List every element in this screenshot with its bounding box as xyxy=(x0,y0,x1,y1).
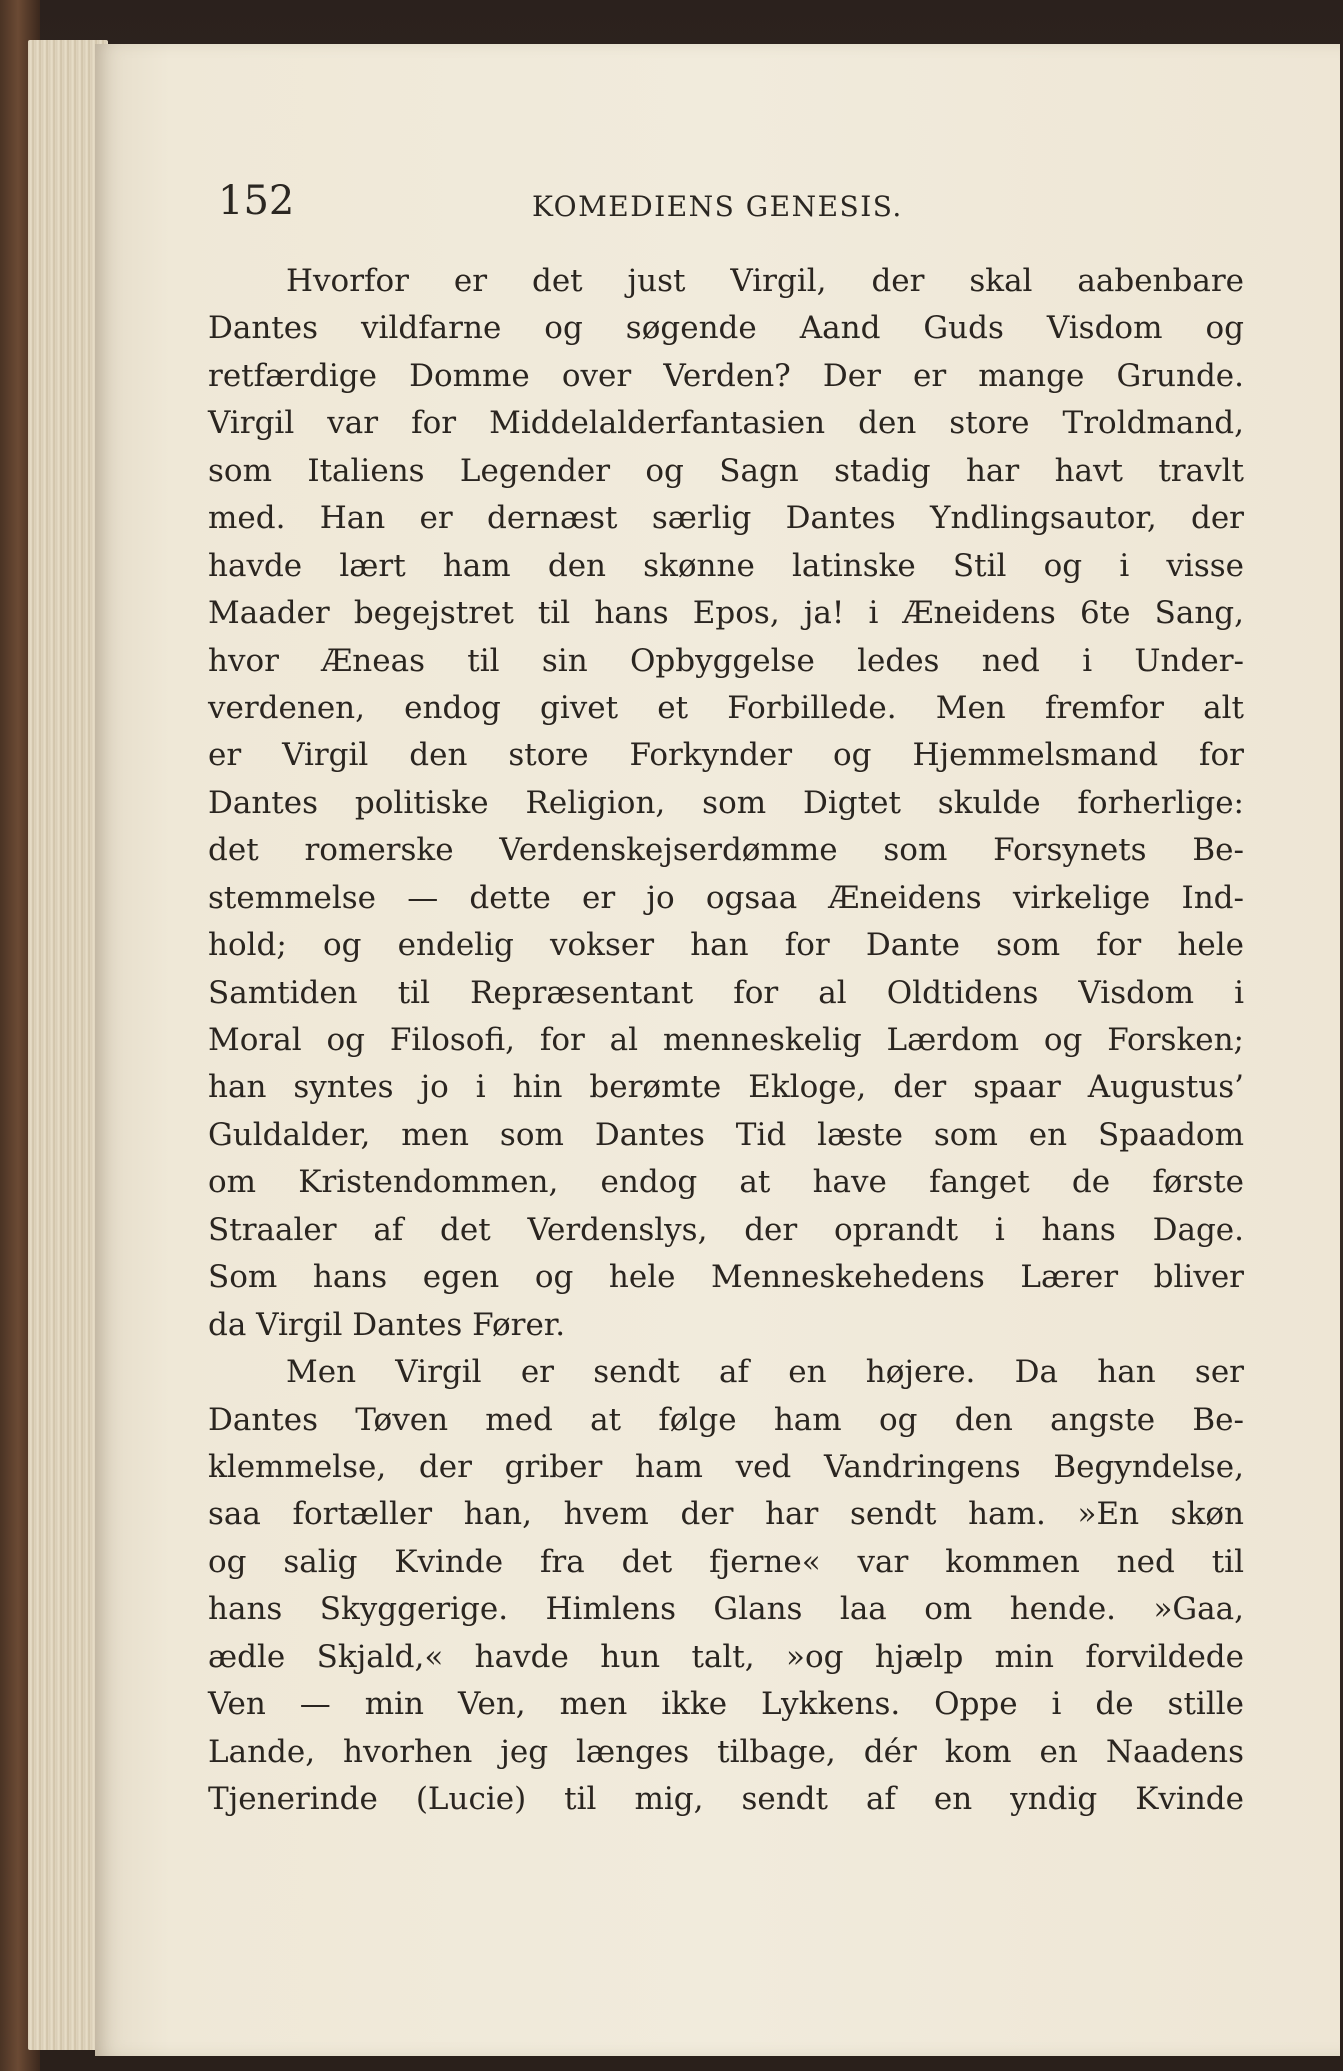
text-line: om Kristendommen, endog at have fanget de første xyxy=(208,1164,1244,1201)
text-line: havde lært ham den skønne latinske Stil og i visse xyxy=(208,547,1244,584)
text-line: Dantes politiske Religion, som Digtet skulde forherlige: xyxy=(208,784,1244,821)
text-line: Som hans egen og hele Menneskehedens Lærer bliver xyxy=(208,1259,1244,1296)
text-line: Ven — min Ven, men ikke Lykkens. Oppe i de stille xyxy=(208,1686,1244,1723)
text-line: han syntes jo i hin berømte Ekloge, der spaar Augustus’ xyxy=(208,1069,1244,1106)
text-line: Hvorfor er det just Virgil, der skal aabenbare xyxy=(286,263,1244,299)
text-line: Guldalder, men som Dantes Tid læste som en Spaadom xyxy=(208,1116,1244,1153)
text-line: saa fortæller han, hvem der har sendt ham. »En skøn xyxy=(208,1496,1244,1533)
text-line: Dantes vildfarne og søgende Aand Guds Visdom og xyxy=(208,310,1244,347)
text-line: da Virgil Dantes Fører. xyxy=(208,1306,566,1343)
text-line: Maader begejstret til hans Epos, ja! i Æneidens 6te Sang, xyxy=(208,595,1244,632)
text-line: Lande, hvorhen jeg længes tilbage, dér kom en Naadens xyxy=(208,1733,1244,1770)
text-line: som Italiens Legender og Sagn stadig har havt travlt xyxy=(208,452,1244,489)
page-number: 152 xyxy=(218,178,295,224)
text-line: Dantes Tøven med at følge ham og den angste Be- xyxy=(208,1401,1244,1438)
text-line: hold; og endelig vokser han for Dante som for hele xyxy=(208,927,1244,964)
text-line: hvor Æneas til sin Opbyggelse ledes ned i Under- xyxy=(208,642,1244,679)
text-line: Samtiden til Repræsentant for al Oldtidens Visdom i xyxy=(208,974,1244,1011)
text-line: og salig Kvinde fra det fjerne« var kommen ned til xyxy=(208,1543,1244,1580)
text-line: klemmelse, der griber ham ved Vandringens Begyndelse, xyxy=(208,1448,1244,1485)
text-line: stemmelse — dette er jo ogsaa Æneidens virkelige Ind- xyxy=(208,879,1244,916)
running-title: KOMEDIENS GENESIS. xyxy=(532,190,903,223)
text-line: det romerske Verdenskejserdømme som Forsynets Be- xyxy=(208,832,1244,869)
text-line: Virgil var for Middelalderfantasien den store Troldmand, xyxy=(208,405,1244,442)
running-head xyxy=(0,148,1343,224)
text-line: ædle Skjald,« havde hun talt, »og hjælp min forvildede xyxy=(208,1638,1244,1675)
body-text xyxy=(208,258,1244,1823)
text-line: verdenen, endog givet et Forbillede. Men fremfor alt xyxy=(208,689,1244,726)
text-line: Men Virgil er sendt af en højere. Da han ser xyxy=(286,1354,1244,1391)
text-line: er Virgil den store Forkynder og Hjemmelsmand for xyxy=(208,737,1244,774)
text-line: Moral og Filosofi, for al menneskelig Lærdom og Forsken; xyxy=(208,1022,1244,1058)
text-line: hans Skyggerige. Himlens Glans laa om hende. »Gaa, xyxy=(208,1591,1244,1628)
text-line: Tjenerinde (Lucie) til mig, sendt af en yndig Kvinde xyxy=(208,1781,1244,1817)
text-line: med. Han er dernæst særlig Dantes Yndlingsautor, der xyxy=(208,500,1244,537)
text-line: retfærdige Domme over Verden? Der er mange Grunde. xyxy=(208,357,1244,394)
text-line: Straaler af det Verdenslys, der oprandt i hans Dage. xyxy=(208,1211,1244,1248)
